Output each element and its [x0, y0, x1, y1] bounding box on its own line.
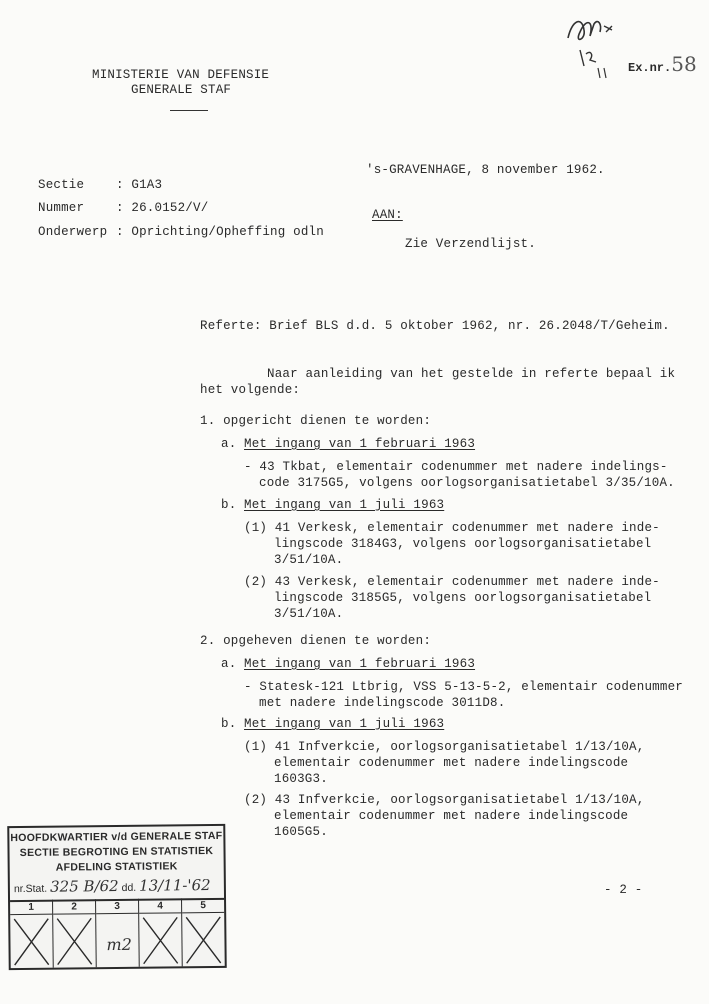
section2-b-heading: Met ingang van 1 juli 1963 — [244, 717, 445, 731]
stamp-col-1-num: 1 — [10, 901, 52, 915]
section2-b2-line1: (2) 43 Infverkcie, oorlogsorganisatietabel 1/13/10A, — [244, 793, 645, 807]
stamp-dd-label: dd. — [121, 881, 137, 894]
intro-line-2: het volgende: — [200, 383, 301, 397]
section2-a-line1: - Statesk-121 Ltbrig, VSS 5-13-5-2, elementair codenummer — [244, 680, 683, 694]
section1-b-prefix: b. — [221, 498, 237, 512]
section2-a-line2: met nadere indelingscode 3011D8. — [259, 696, 506, 710]
section1-b-heading: Met ingang van 1 juli 1963 — [244, 498, 445, 512]
section2-b2-line3: 1605G5. — [274, 825, 328, 839]
stamp-line-3: AFDELING STATISTIEK — [55, 860, 178, 874]
place-date: 's-GRAVENHAGE, 8 november 1962. — [366, 163, 605, 177]
section2-a-prefix: a. — [221, 657, 237, 671]
ministry-name: MINISTERIE VAN DEFENSIE — [92, 68, 270, 82]
stamp-stat-value: 325 B/62 — [49, 876, 119, 896]
section2-b1-line1: (1) 41 Infverkcie, oorlogsorganisatietabel 1/13/10A, — [244, 740, 645, 754]
stamp-col-5-num: 5 — [182, 899, 224, 913]
onderwerp-value: : Oprichting/Opheffing odln — [116, 225, 324, 239]
section1-heading: 1. opgericht dienen te worden: — [200, 414, 432, 428]
nummer-label: Nummer — [38, 201, 85, 215]
section1-b2-line2: lingscode 3185G5, volgens oorlogsorganisatietabel — [274, 591, 652, 605]
section1-b1-line2: lingscode 3184G3, volgens oorlogsorganisatietabel — [274, 537, 652, 551]
section2-b-prefix: b. — [221, 717, 237, 731]
stamp-col-2-num: 2 — [53, 900, 95, 914]
section1-a-line2: code 3175G5, volgens oorlogsorganisatietabel 3/35/10A. — [259, 476, 675, 490]
onderwerp-label: Onderwerp — [38, 225, 108, 239]
stamp-cross-marks — [10, 913, 225, 969]
reference-line: Referte: Brief BLS d.d. 5 oktober 1962, nr. 26.2048/T/Geheim. — [200, 319, 670, 333]
section1-b1-line3: 3/51/10A. — [274, 553, 344, 567]
stamp-stat-label: nr.Stat. — [13, 882, 48, 896]
section2-heading: 2. opgeheven dienen te worden: — [200, 634, 432, 648]
section2-b1-line3: 1603G3. — [274, 772, 328, 786]
section1-a-prefix: a. — [221, 437, 237, 451]
section1-b2-line3: 3/51/10A. — [274, 607, 344, 621]
stamp-dd-value: 13/11-'62 — [139, 876, 211, 895]
section1-a-line1: - 43 Tkbat, elementair codenummer met nadere indelings- — [244, 460, 668, 474]
stamp-line-1: HOOFDKWARTIER v/d GENERALE STAF — [10, 829, 223, 845]
addressee-value: Zie Verzendlijst. — [405, 237, 536, 251]
sectie-label: Sectie — [38, 178, 85, 192]
registry-stamp — [7, 824, 226, 970]
addressee-label: AAN: — [372, 208, 403, 222]
intro-line-1: Naar aanleiding van het gestelde in referte bepaal ik — [267, 367, 676, 381]
section1-a-heading: Met ingang van 1 februari 1963 — [244, 437, 476, 451]
section1-b2-line1: (2) 43 Verkesk, elementair codenummer met nadere inde- — [244, 575, 660, 589]
page-marker: - 2 - — [604, 883, 643, 897]
stamp-col-4-num: 4 — [139, 899, 181, 913]
stamp-stat-row — [14, 876, 211, 896]
section2-a-heading: Met ingang van 1 februari 1963 — [244, 657, 476, 671]
handwritten-initials — [560, 10, 630, 80]
nummer-value: : 26.0152/V/ — [116, 201, 209, 215]
stamp-line-2: SECTIE BEGROTING EN STATISTIEK — [19, 844, 214, 860]
staff-name: GENERALE STAF — [131, 83, 232, 97]
section2-b1-line2: elementair codenummer met nadere indelingscode — [274, 756, 629, 770]
section1-b1-line1: (1) 41 Verkesk, elementair codenummer met nadere inde- — [244, 521, 660, 535]
stamp-col-3-num: 3 — [96, 900, 138, 914]
copy-number-value: 58 — [671, 52, 697, 76]
copy-number-label: Ex.nr. — [628, 61, 672, 75]
sectie-value: : G1A3 — [116, 178, 163, 192]
copy-number — [628, 52, 697, 76]
stamp-grid — [10, 898, 225, 968]
stamp-col3-mark: m2 — [106, 934, 132, 955]
letterhead-rule — [170, 110, 208, 111]
section2-b2-line2: elementair codenummer met nadere indelingscode — [274, 809, 629, 823]
